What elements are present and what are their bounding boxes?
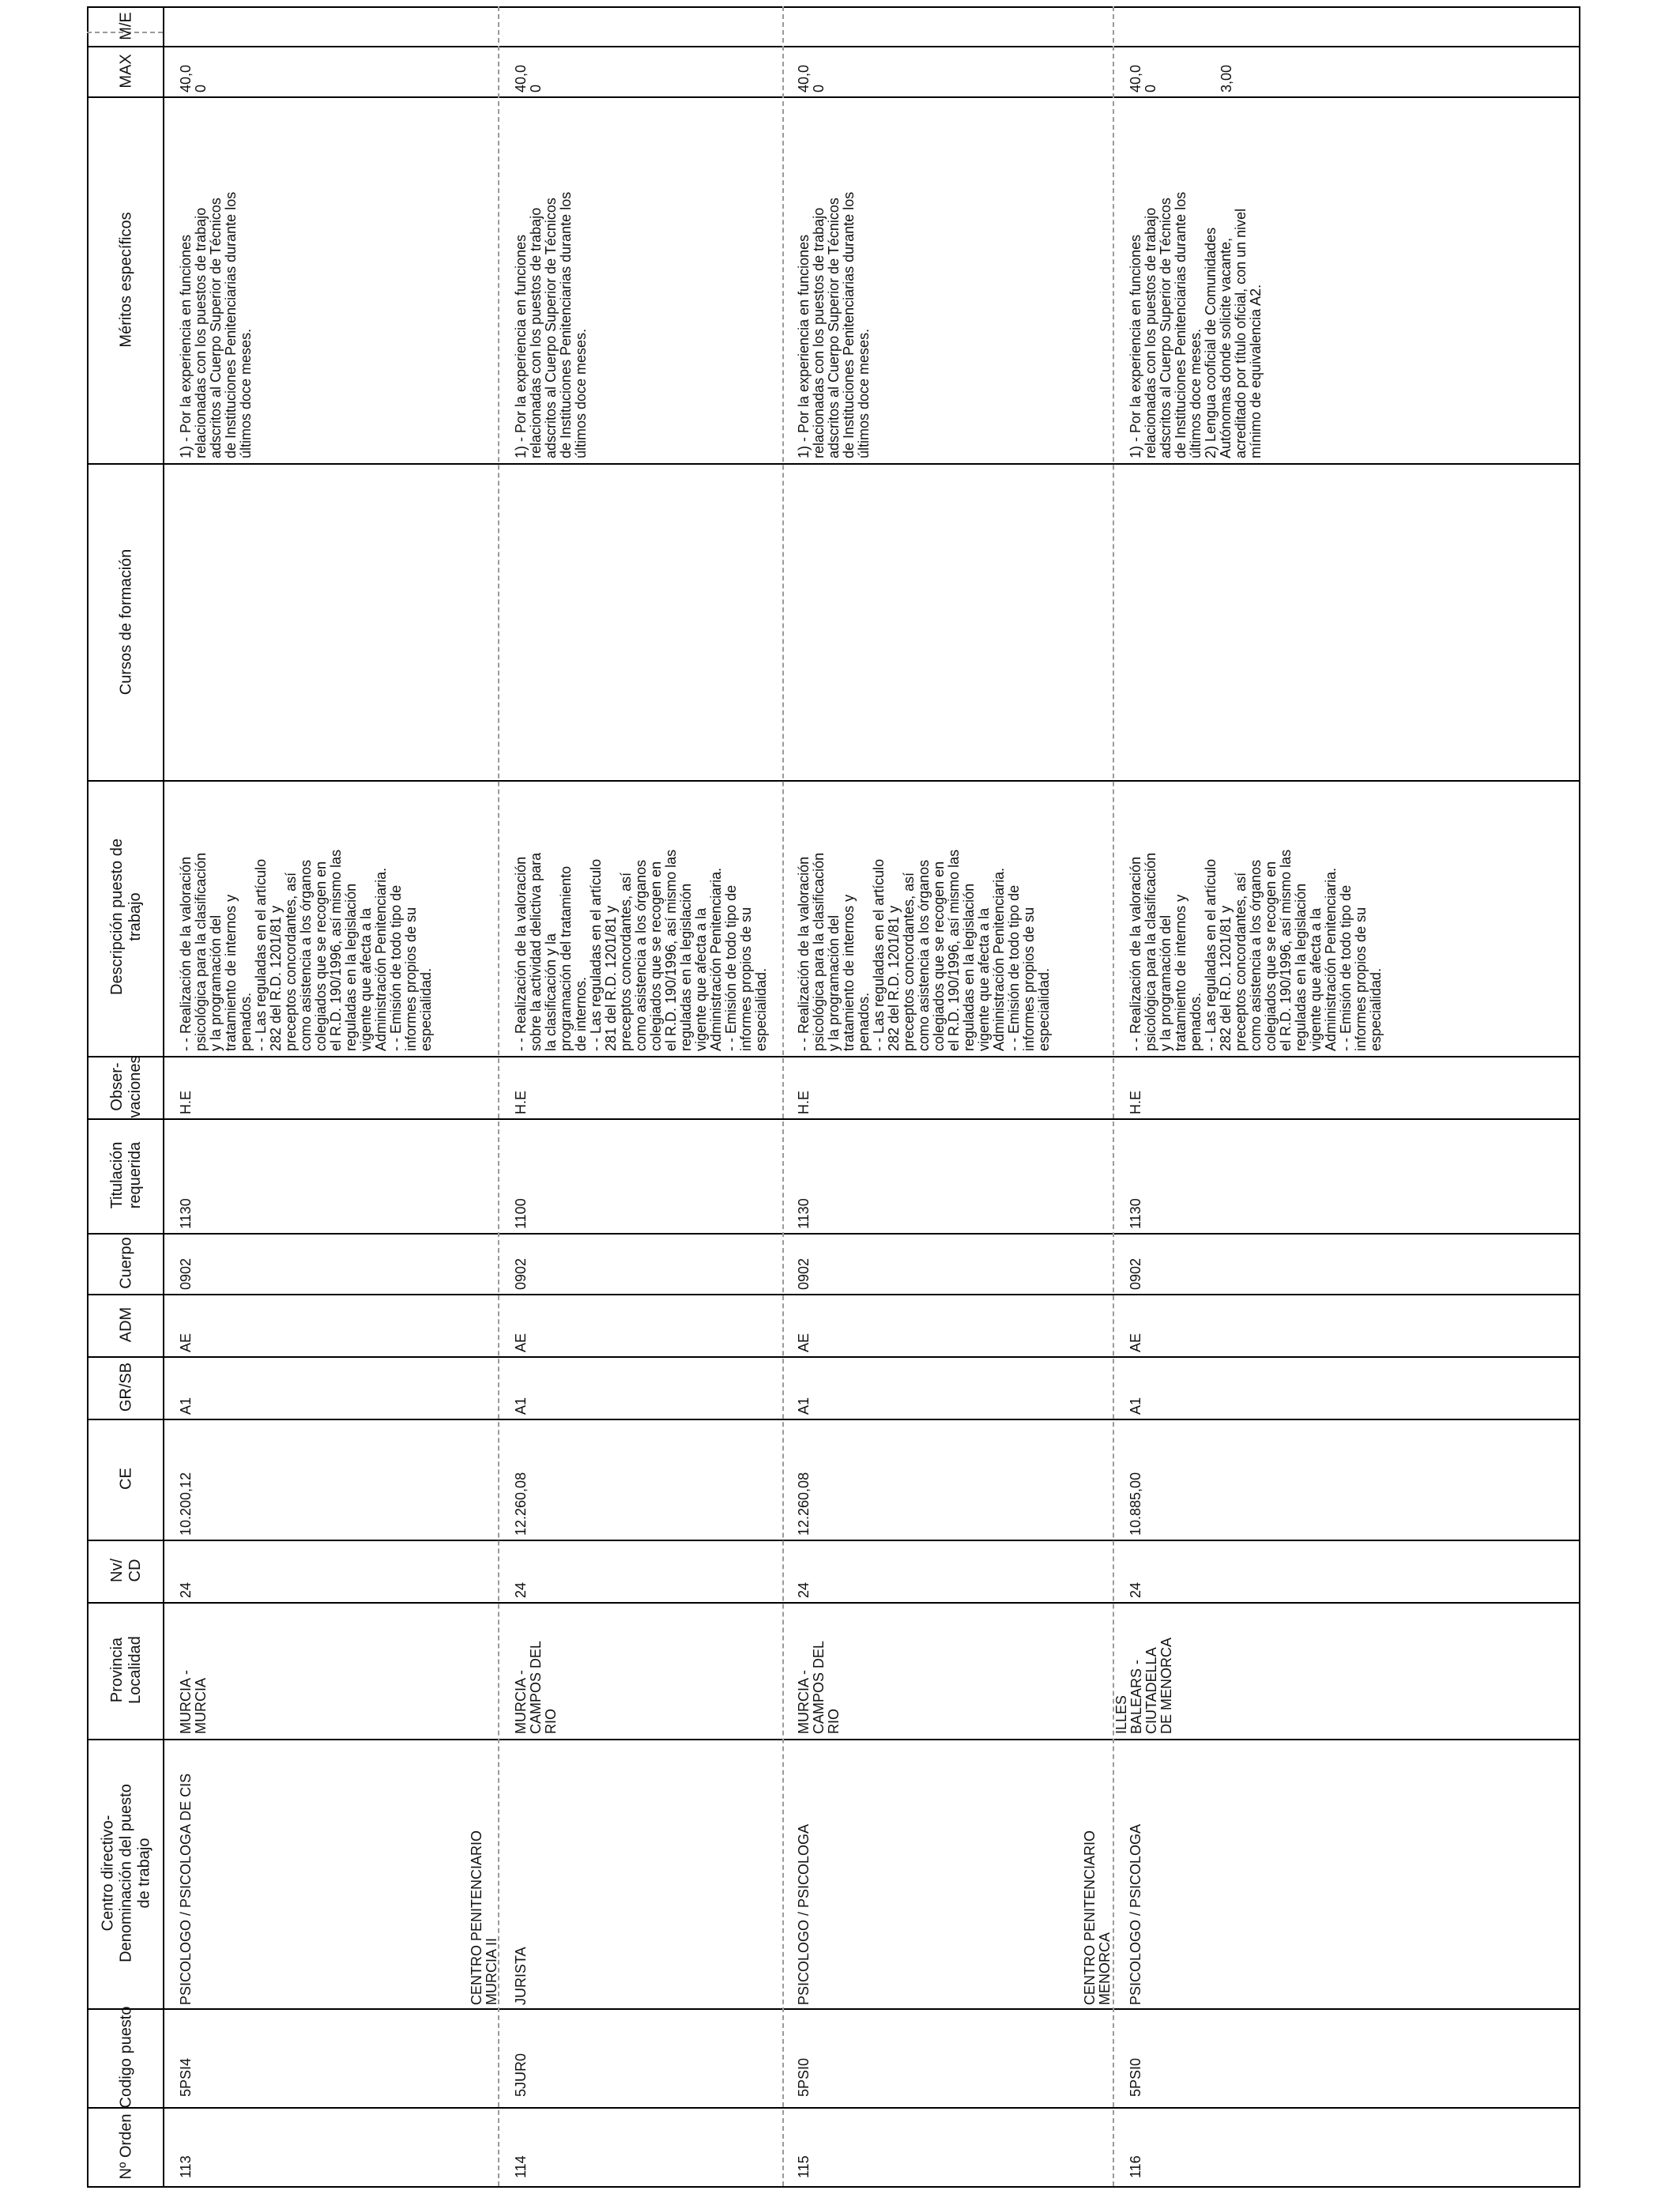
max-secondary-cell: 3,00 (1219, 64, 1234, 92)
header-codigo: Codigo puesto (117, 2006, 135, 2109)
meritos-cell: 1) - Por la experiencia en funciones relacionadas con los puestos de trabajo adscritos al Cuerpo Superior de Técnicos de Instituciones Penitenciarias durante los últimos doce meses. (178, 191, 254, 458)
header-cursos: Cursos de formación (117, 548, 135, 696)
ce-cell: 10.885,00 (1128, 1472, 1143, 1536)
column-separator (87, 1602, 1580, 1604)
header-nivel: Nv/ CD (108, 1559, 144, 1582)
header-grsb: GR/SB (117, 1362, 135, 1412)
header-row-border (163, 6, 164, 2186)
orden-cell: 115 (796, 2155, 812, 2178)
column-separator (87, 2008, 1580, 2010)
orden-cell: 113 (178, 2155, 194, 2178)
column-separator (87, 1356, 1580, 1358)
descripcion-cell: - - Realización de la valoración sobre la actividad delictiva para la clasificación y la programación del tratamiento de internos. - - Las reguladas en el artículo 281 del R.D. 1201/81 y preceptos concordantes, así como asistencia a los órganos colegiados que se recogen en el R.D. 190/1996, así mismo las reguladas en la legislación vigente que afecta a la Administración Penitenciaria. - - Emisión de todo tipo de informes propios de su especialidad. (513, 849, 769, 1051)
grsb-cell: A1 (178, 1397, 194, 1415)
meritos-cell: 1) - Por la experiencia en funciones relacionadas con los puestos de trabajo adscritos al Cuerpo Superior de Técnicos de Instituciones Penitenciarias durante los últimos doce meses. (796, 191, 872, 458)
nivel-cell: 24 (796, 1581, 812, 1598)
titulacion-cell: 1130 (1128, 1198, 1143, 1229)
centro-header-cell: CENTRO PENITENCIARIO MENORCA (1082, 1830, 1113, 2005)
column-separator (87, 96, 1580, 98)
column-separator (87, 1540, 1580, 1541)
provincia-cell: ILLES BALEARS - CIUTADELLA DE MENORCA (1113, 1637, 1174, 1734)
adm-cell: AE (796, 1333, 812, 1352)
column-separator (87, 1294, 1580, 1295)
column-separator (87, 780, 1580, 782)
observaciones-cell: H.E (1128, 1090, 1143, 1114)
column-separator (87, 463, 1580, 465)
orden-cell: 116 (1128, 2155, 1143, 2178)
column-separator (87, 1233, 1580, 1235)
header-titulacion: Titulación requerida (108, 1141, 144, 1209)
centro-header-cell: CENTRO PENITENCIARIO MURCIA II (469, 1830, 499, 2005)
meritos-cell: 1) - Por la experiencia en funciones relacionadas con los puestos de trabajo adscritos al Cuerpo Superior de Técnicos de Instituciones Penitenciarias durante los últimos doce meses. (513, 191, 589, 458)
cuerpo-cell: 0902 (178, 1257, 194, 1290)
cuerpo-cell: 0902 (796, 1257, 812, 1290)
codigo-cell: 5PSI0 (1128, 2057, 1143, 2097)
header-meritos: Méritos específicos (117, 212, 135, 348)
adm-cell: AE (178, 1333, 194, 1352)
observaciones-cell: H.E (796, 1090, 812, 1114)
table-top-border (87, 6, 1580, 8)
codigo-cell: 5PSI4 (178, 2057, 194, 2097)
column-separator (87, 46, 1580, 47)
provincia-cell: MURCIA - CAMPOS DEL RIO (513, 1640, 559, 1734)
header-adm: ADM (117, 1306, 135, 1343)
max-cell: 40,0 0 (513, 64, 544, 92)
column-separator (87, 1056, 1580, 1057)
titulacion-cell: 1130 (796, 1198, 812, 1229)
grsb-cell: A1 (513, 1397, 529, 1415)
descripcion-cell: - - Realización de la valoración psicológica para la clasificación y la programación del tratamiento de internos y penados. - - Las reguladas en el artículo 282 del R.D. 1201/81 y preceptos concordantes, así como asistencia a los órganos colegiados que se recogen en el R.D. 190/1996, así mismo las reguladas en la legislación vigente que afecta a la Administración Penitenciaria. - - Emisión de todo tipo de informes propios de su especialidad. (178, 849, 434, 1051)
header-descripcion: Descripción puesto de trabajo (108, 839, 144, 995)
column-separator (87, 1118, 1580, 1120)
nivel-cell: 24 (178, 1581, 194, 1598)
table-right-border (1579, 6, 1580, 2186)
provincia-cell: MURCIA - CAMPOS DEL RIO (796, 1640, 842, 1734)
titulacion-cell: 1100 (513, 1198, 529, 1229)
cuerpo-cell: 0902 (1128, 1257, 1143, 1290)
descripcion-cell: - - Realización de la valoración psicológica para la clasificación y la programación del tratamiento de internos y penados. - - Las reguladas en el artículo 282 del R.D. 1201/81 y preceptos concordantes, así como asistencia a los órganos colegiados que se recogen en el R.D. 190/1996, así mismo las reguladas en la legislación vigente que afecta a la Administración Penitenciaria. - - Emisión de todo tipo de informes propios de su especialidad. (796, 849, 1052, 1051)
header-ce: CE (117, 1468, 135, 1490)
header-centro: Centro directivo- Denominación del puesto de trabajo (99, 1784, 153, 1962)
table-bottom-border (87, 2186, 1580, 2188)
header-orden: Nº Orden (117, 2113, 135, 2180)
column-separator (87, 1419, 1580, 1420)
observaciones-cell: H.E (513, 1090, 529, 1114)
max-cell: 40,0 0 (178, 64, 209, 92)
row-separator (1113, 6, 1114, 2186)
row-separator (782, 6, 784, 2186)
codigo-cell: 5PSI0 (796, 2057, 812, 2097)
puesto-cell: PSICOLOGO / PSICOLOGA (796, 1823, 812, 2005)
nivel-cell: 24 (1128, 1581, 1143, 1598)
provincia-cell: MURCIA - MURCIA (178, 1670, 209, 1734)
puesto-cell: PSICOLOGO / PSICOLOGA DE CIS (178, 1773, 194, 2005)
max-cell: 40,0 0 (1128, 64, 1158, 92)
column-separator (87, 2107, 1580, 2109)
header-observaciones: Obser- vaciones (108, 1055, 144, 1118)
puesto-cell: JURISTA (513, 1947, 529, 2005)
titulacion-cell: 1130 (178, 1198, 194, 1229)
max-cell: 40,0 0 (796, 64, 827, 92)
adm-cell: AE (513, 1333, 529, 1352)
nivel-cell: 24 (513, 1581, 529, 1598)
observaciones-cell: H.E (178, 1090, 194, 1114)
cuerpo-cell: 0902 (513, 1257, 529, 1290)
ce-cell: 12.260,08 (796, 1472, 812, 1536)
puesto-cell: PSICOLOGO / PSICOLOGA (1128, 1823, 1143, 2005)
grsb-cell: A1 (1128, 1397, 1143, 1415)
header-cuerpo: Cuerpo (117, 1237, 135, 1289)
column-separator (87, 1739, 1580, 1740)
header-max: MAX (117, 54, 135, 89)
descripcion-cell: - - Realización de la valoración psicológica para la clasificación y la programación del tratamiento de internos y penados. - - Las reguladas en el artículo 282 del R.D. 1201/81 y preceptos concordantes, así como asistencia a los órganos colegiados que se recogen en el R.D. 190/1996, así mismo las reguladas en la legislación vigente que afecta a la Administración Penitenciaria. - - Emisión de todo tipo de informes propios de su especialidad. (1128, 849, 1384, 1051)
orden-cell: 114 (513, 2155, 529, 2178)
adm-cell: AE (1128, 1333, 1143, 1352)
meritos-cell: 1) - Por la experiencia en funciones relacionadas con los puestos de trabajo adscritos al Cuerpo Superior de Técnicos de Instituciones Penitenciarias durante los últimos doce meses. 2) Lengua cooficial de Comunidades Autónomas donde solicite vacante, acreditado por título oficial, con un nivel mínimo de equivalencia A2. (1128, 191, 1264, 458)
grsb-cell: A1 (796, 1397, 812, 1415)
ce-cell: 12.260,08 (513, 1472, 529, 1536)
header-provincia: Provincia Localidad (108, 1636, 144, 1704)
header-me: M/E (117, 12, 135, 40)
ce-cell: 10.200,12 (178, 1472, 194, 1536)
table-left-border (87, 6, 89, 2186)
codigo-cell: 5JUR0 (513, 2053, 529, 2097)
